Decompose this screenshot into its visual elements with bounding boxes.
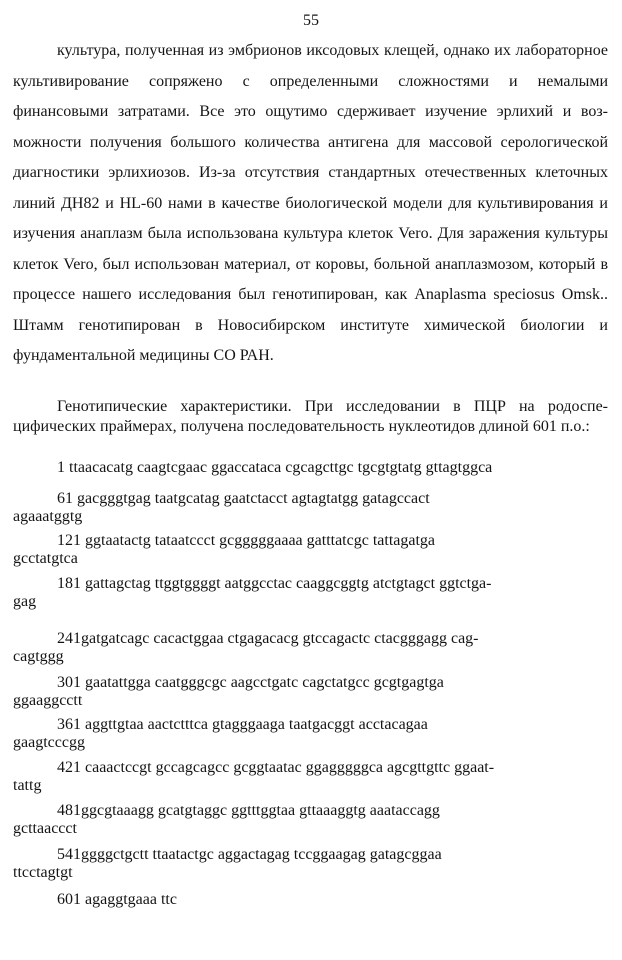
- sequence-line-text: 301 gaatattgga caatgggcgc aagcctgatc cagctatgcc gcgtgagtga: [57, 674, 444, 691]
- sequence-line-continuation: gcctatgtca: [13, 550, 78, 567]
- sequence-line-continuation: agaaatggtg: [13, 508, 83, 525]
- sequence-line-continuation: gaagtcccgg: [13, 734, 85, 751]
- sequence-line-continuation: gcttaaccct: [13, 820, 77, 837]
- body-paragraph-2: Генотипические характеристики. При исследовании в ПЦР на родоспецифических праймерах, получена последовательность нуклеотидов длиной 601 п.о.:: [13, 398, 608, 435]
- sequence-line-text: 541ggggctgctt ttaatactgc aggactagag tccggaagag gatagcggaa: [57, 846, 442, 863]
- sequence-line-text: 481ggcgtaaagg gcatgtaggc ggtttggtaa gttaaaggtg aaataccagg: [57, 802, 440, 819]
- sequence-line-text: 421 caaactccgt gccagcagcc gcggtaatac ggagggggca agcgttgttc ggaat-: [57, 759, 495, 776]
- sequence-line-text: 1 ttaacacatg caagtcgaac ggaccataca cgcagcttgc tgcgtgtatg gttagtggca: [57, 459, 493, 476]
- sequence-line-continuation: gag: [13, 593, 37, 610]
- sequence-line-text: 241gatgatcagc cacactggaa ctgagacacg gtccagactc ctacgggagg cag-: [57, 630, 479, 647]
- sequence-line-361: [13, 716, 608, 752]
- sequence-line-301: [13, 674, 608, 710]
- sequence-line-241: [13, 630, 608, 666]
- sequence-line-61: [13, 490, 608, 526]
- sequence-line-181: [13, 575, 608, 611]
- sequence-line-1: [57, 459, 608, 477]
- sequence-line-continuation: ggaaggcctt: [13, 692, 83, 709]
- sequence-line-601: [57, 891, 608, 909]
- sequence-line-541: [13, 846, 608, 882]
- sequence-line-text: 61 gacgggtgag taatgcatag gaatctacct agtagtatgg gatagccact: [57, 490, 430, 507]
- sequence-line-421: [13, 759, 608, 795]
- sequence-line-text: 601 agaggtgaaa ttc: [57, 891, 177, 908]
- sequence-line-text: 361 aggttgtaa aactctttca gtagggaaga taatgacggt acctacagaa: [57, 716, 428, 733]
- sequence-line-text: 181 gattagctag ttggtggggt aatggcctac caaggcggtg atctgtagct ggtctga-: [57, 575, 492, 592]
- page-number: 55: [303, 12, 319, 29]
- sequence-line-121: [13, 532, 608, 568]
- sequence-line-continuation: tattg: [13, 777, 42, 794]
- sequence-line-481: [13, 802, 608, 838]
- sequence-line-continuation: cagtggg: [13, 648, 64, 665]
- sequence-line-continuation: ttcctagtgt: [13, 864, 73, 881]
- body-paragraph-1: культура, полученная из эмбрионов иксодовых клещей, однако их лабораторное культивирование сопряжено с определенными сложностями и немалыми финансовыми затратами. Все это ощутимо сдерживает изучение эрлихий и возможности получения большого количества антигена для массовой серологической диагностики эрлихиозов. Из-за отсутствия стандартных отечественных клеточных линий ДН82 и HL-60 нами в качестве биологической модели для культивирования и изучения анаплазм была использована культура клеток Vero. Для заражения культуры клеток Vero, был использован материал, от коровы, больной анаплазмозом, который в процессе нашего исследования был генотипирован, как Anaplasma speciosus Omsk.. Штамм генотипирован в Новосибирском институте химической биологии и фундаментальной медицины СО РАН.: [13, 42, 608, 364]
- sequence-line-text: 121 ggtaatactg tataatccct gcgggggaaaa gatttatcgc tattagatga: [57, 532, 436, 549]
